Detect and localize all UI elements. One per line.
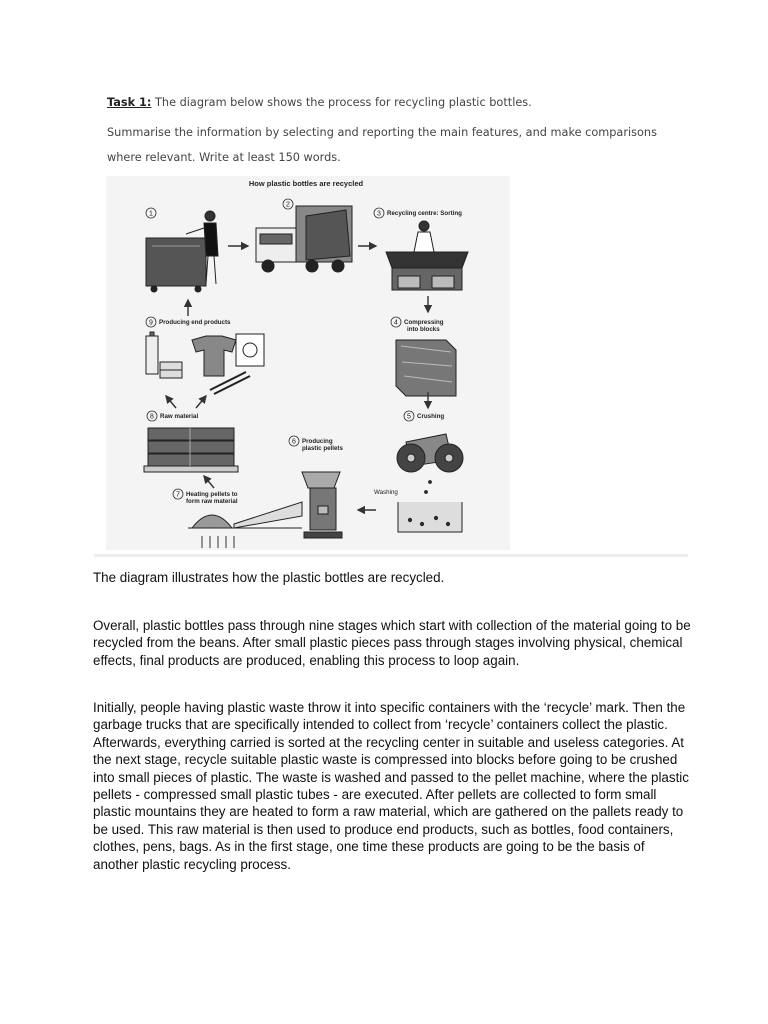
step-5-number: 5: [407, 413, 411, 421]
step-5-label: Crushing: [417, 413, 445, 420]
block-illustration: [396, 340, 456, 396]
task-label: Task 1:: [107, 96, 152, 109]
recycling-diagram: [106, 176, 510, 550]
task-line-3: where relevant. Write at least 150 words.: [107, 151, 341, 164]
step-8-label: Raw material: [160, 413, 199, 420]
step-1-number: 1: [149, 210, 153, 218]
step-4-label-a: Compressing: [404, 319, 444, 326]
bin-illustration: [146, 211, 218, 292]
truck-illustration: [256, 206, 352, 272]
arrow-7-8: [204, 476, 214, 488]
step-7-number: 7: [176, 491, 180, 499]
step-7-label-a: Heating pellets to: [186, 491, 238, 498]
step-3-number: 3: [377, 210, 381, 218]
step-9-label: Producing end products: [159, 319, 231, 326]
step-6-number: 6: [292, 438, 296, 446]
essay-overview: Overall, plastic bottles pass through nine stages which start with collection of the material going to be recycled from the beans. After small plastic pieces pass through stages involving physical, chemical effects, final products are produced, enabling this process to loop again.: [93, 618, 691, 668]
step-3-label: Recycling centre: Sorting: [387, 210, 462, 217]
task-line-2: Summarise the information by selecting and reporting the main features, and make comparisons: [107, 126, 657, 139]
step-4-number: 4: [394, 319, 398, 327]
pellet-machine-illustration: [302, 472, 342, 538]
arrow-8-9-left: [166, 396, 176, 408]
arrow-8-9-right: [196, 396, 206, 408]
step-2-number: 2: [286, 201, 290, 209]
end-products-illustration: [146, 332, 264, 394]
step-6-label-a: Producing: [302, 438, 333, 445]
step-4-label-b: into blocks: [407, 326, 440, 333]
diagram-title: How plastic bottles are recycled: [248, 179, 364, 188]
pallet-illustration: [144, 428, 238, 472]
essay-intro: The diagram illustrates how the plastic bottles are recycled.: [93, 570, 445, 585]
heating-illustration: [188, 502, 302, 548]
task-heading: [107, 96, 532, 109]
step-7-label-b: form raw material: [186, 498, 238, 505]
washing-label: Washing: [374, 489, 398, 496]
sorting-illustration: [386, 221, 468, 290]
step-9-number: 9: [149, 319, 153, 327]
essay-details: Initially, people having plastic waste throw it into specific containers with the ‘recycle’ mark. Then the garbage trucks that are specifically intended to collect from ‘recycle’ containers collect the plastic. Afterwards, everything carried is sorted at the recycling center in suitable and useless categories. At the next stage, recycle suitable plastic waste is compressed into blocks before going to be crushed into small pieces of plastic. The waste is washed and passed to the pellet machine, where the plastic pellets - compressed small plastic tubes - are executed. After pellets are collected to form small plastic mountains they are heated to form a raw material, which are gathered on the pallets ready to be used. This raw material is then used to produce end products, such as bottles, food containers, clothes, pens, bags. As in the first stage, one time these products are going to be the basis of another plastic recycling process.: [93, 700, 689, 872]
step-6-label-b: plastic pellets: [302, 445, 343, 452]
step-8-number: 8: [150, 413, 154, 421]
task-line-1: The diagram below shows the process for recycling plastic bottles.: [151, 96, 532, 109]
crusher-illustration: [397, 434, 463, 532]
